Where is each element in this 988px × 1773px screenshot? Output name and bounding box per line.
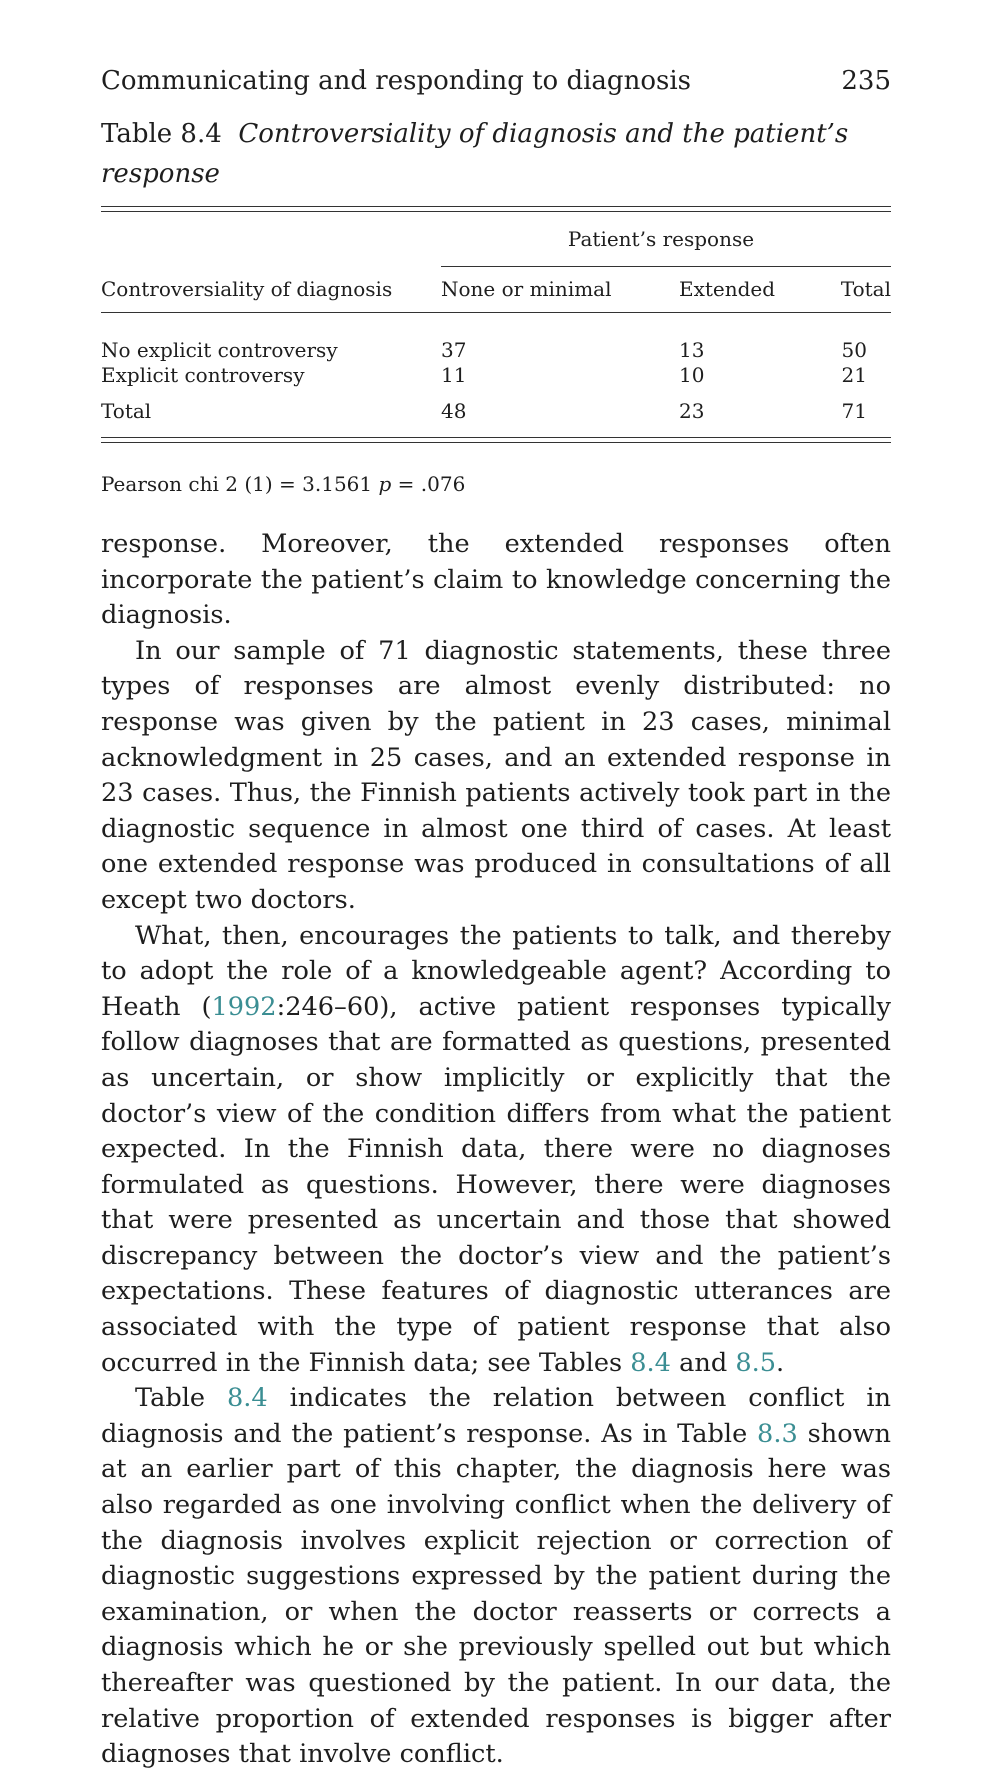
table-cell: Explicit controversy [101, 362, 305, 387]
paragraph: response. Moreover, the extended responses often incorporate the patient’s claim to knowledge concerning the diagnosis. [101, 529, 891, 631]
table-cell: 71 [841, 399, 867, 423]
table-cell: 13 [679, 337, 705, 362]
data-table-block [101, 206, 891, 443]
page-number: 235 [841, 66, 891, 96]
table-bottom-rule [101, 437, 891, 443]
table-cell: 11 [441, 362, 467, 387]
column-header: Total [840, 277, 891, 302]
table-ref-8-4[interactable]: 8.4 [630, 1347, 671, 1378]
table-ref-8-5[interactable]: 8.5 [735, 1347, 777, 1378]
table-row [101, 337, 891, 362]
table-ref-8-3[interactable]: 8.3 [757, 1418, 798, 1449]
table-cell: 21 [841, 362, 867, 387]
data-table [101, 212, 891, 437]
table-title: Controversiality of diagnosis and the patient’s response [101, 119, 849, 189]
table-caption [101, 114, 891, 194]
table-cell: 37 [441, 337, 467, 362]
table-row [101, 362, 891, 387]
table-cell: 23 [679, 399, 705, 423]
table-cell: 10 [679, 362, 705, 387]
table-note: Pearson chi 2 (1) = 3.1561 p = .076 [101, 472, 466, 496]
body-text [101, 527, 891, 1773]
spanner-header: Patient’s response [567, 226, 755, 251]
citation-link-1992[interactable]: 1992 [211, 991, 277, 1022]
paragraph: What, then, encourages the patients to talk, and thereby to adopt the role of a knowledgeable agent? According to Heath (1992:246–60), active patient responses typically follow diagnoses that are formatted as questions, presented as uncertain, or show implicitly or explicitly that the doctor’s view of the condition differs from what the patient expected. In the Finnish data, there were no diagnoses formulated as questions. However, there were diagnoses that were presented as uncertain and those that showed discrepancy between the doctor’s view and the patient’s expectations. These features of diagnostic utterances are associated with the type of patient response that also occurred in the Finnish data; see Tables 8.4 and 8.5. [101, 920, 891, 1378]
column-header: Extended [679, 277, 776, 302]
table-cell: No explicit controversy [101, 337, 338, 362]
running-head [101, 60, 891, 102]
table-ref-8-4[interactable]: 8.4 [226, 1383, 268, 1414]
table-row [101, 387, 891, 423]
paragraph: Table 8.4 indicates the relation between conflict in diagnosis and the patient’s response. As in Table 8.3 shown at an earlier part of this chapter, the diagnosis here was also regarded as one involving conflict when the delivery of the diagnosis involves explicit rejection or correction of diagnostic suggestions expressed by the patient during the examination, or when the doctor reasserts or corrects a diagnosis which he or she previously spelled out but which thereafter was questioned by the patient. In our data, the relative proportion of extended responses is bigger after diagnoses that involve conflict. [101, 1383, 891, 1770]
table-cell: 48 [441, 399, 467, 423]
column-header: Controversiality of diagnosis [101, 277, 393, 302]
paragraph: In our sample of 71 diagnostic statements, these three types of responses are almost evenly distributed: no response was given by the patient in 23 cases, minimal acknowledgment in 25 cases, and an extended response in 23 cases. Thus, the Finnish patients actively took part in the diagnostic sequence in almost one third of cases. At least one extended response was produced in consultations of all except two doctors. [101, 635, 891, 915]
table-label: Table 8.4 [101, 119, 222, 149]
book-page [101, 60, 891, 1773]
column-header: None or minimal [441, 277, 612, 302]
table-cell: Total [101, 399, 152, 423]
running-title: Communicating and responding to diagnosis [101, 66, 691, 96]
table-cell: 50 [841, 337, 867, 362]
